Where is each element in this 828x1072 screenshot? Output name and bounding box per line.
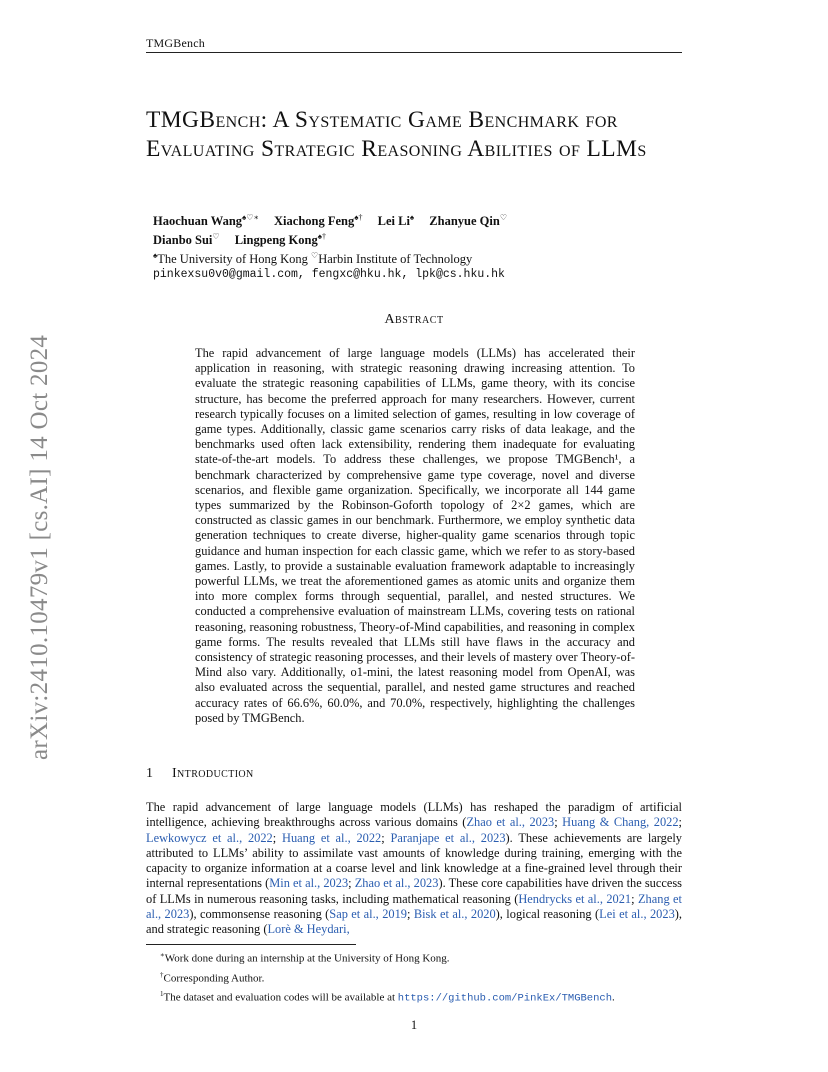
author-name: Zhanyue Qin	[429, 214, 500, 229]
footnote-text: The dataset and evaluation codes will be available at	[163, 991, 398, 1004]
footnote	[160, 967, 690, 987]
intro-seg: ), commonsense reasoning (	[189, 907, 330, 922]
author-marks: ♡	[212, 232, 220, 242]
affiliation: The University of Hong Kong	[157, 252, 308, 267]
abstract-text: The rapid advancement of large language models (LLMs) has accelerated their application in reasoning, with strategic reasoning drawing increasing attention. To evaluate the strategic reasoning capabilities of LLMs, game theory, with its concise structure, has become the preferred approach for many researchers. However, current research typically focuses on a limited selection of games, resulting in low coverage of game types. Additionally, classic game scenarios carry risks of data leakage, and the benchmarks used often lack extensibility, rendering them inadequate for evaluating state-of-the-art models. To address these challenges, we propose TMGBench¹, a benchmark characterized by comprehensive game type coverage, novel and diverse scenarios, and flexible game organization. Specifically, we incorporate all 144 game types summarized by the Robinson-Goforth topology of 2×2 games, which are constructed as classic games in our benchmark. Furthermore, we employ synthetic data generation techniques to create diverse, higher-quality game scenarios through topic guidance and human inspection for each classic game, which we refer to as story-based games. Lastly, to provide a sustainable evaluation framework adaptable to increasingly powerful LLMs, we treat the aforementioned games as atomic units and organize them into more complex forms through sequential, parallel, and nested structures. We conducted a comprehensive evaluation of mainstream LLMs, covering tests on rational reasoning, reasoning robustness, Theory-of-Mind capabilities, and reasoning in complex game forms. The results revealed that LLMs still have flaws in the accuracy and consistency of strategic reasoning processes, and their levels of mastery over Theory-of-Mind also vary. Additionally, o1-mini, the latest reasoning model from OpenAI, was also evaluated across the sequential, parallel, and nested game structures and reached accuracy rates of 66.6%, 60.0%, and 70.0%, respectively, highlighting the challenges posed by TMGBench.	[195, 346, 635, 725]
intro-seg: ). These achievements are largely attributed to LLMs’ ability to assimilate vast amounts of knowledge during training, emerging with the capacity to organize information at a coarse level and link knowledge at a fine-grained level through their internal representations (	[146, 830, 682, 891]
author-name: Xiachong Feng	[274, 214, 355, 229]
footnote-text: Work done during an internship at the University of Hong Kong.	[164, 952, 450, 965]
citation-link[interactable]: Sap et al., 2019	[329, 907, 407, 922]
citation-link[interactable]: Min et al., 2023	[269, 876, 349, 891]
author-block	[153, 210, 693, 282]
intro-seg: ). These core capabilities have driven the success of LLMs in numerous reasoning tasks, including mathematical reasoning (	[146, 876, 683, 906]
footnote-mark: ∗	[160, 951, 165, 959]
author-marks: ♠	[409, 213, 415, 222]
paper-title: TMGBench: A Systematic Game Benchmark for Evaluating Strategic Reasoning Abilities of LLMs	[146, 107, 647, 162]
footnote-text: .	[612, 991, 615, 1004]
citation-link[interactable]: Zhao et al., 2023	[466, 815, 555, 830]
intro-seg: ;	[406, 907, 414, 922]
author-name: Lingpeng Kong	[234, 233, 318, 248]
author-name: Lei Li	[377, 214, 410, 229]
page-number: 1	[410, 1018, 418, 1032]
repository-link[interactable]: https://github.com/PinkEx/TMGBench	[397, 992, 613, 1005]
author-marks: ♠†	[354, 213, 363, 222]
affiliation-mark: ♠	[153, 251, 158, 261]
arxiv-stamp: arXiv:2410.10479v1 [cs.AI] 14 Oct 2024	[26, 334, 53, 760]
citation-link[interactable]: Huang & Chang, 2022	[562, 815, 679, 830]
header-rule	[146, 52, 682, 53]
section-number: 1	[146, 766, 154, 781]
citation-link[interactable]: Lewkowycz et al., 2022	[146, 830, 273, 845]
section-heading	[146, 766, 254, 782]
footnotes	[160, 947, 690, 1007]
affiliations	[153, 248, 693, 267]
author-marks: ♠♡∗	[242, 213, 259, 222]
intro-seg: ;	[554, 815, 563, 830]
citation-link[interactable]: Bisk et al., 2020	[413, 907, 496, 922]
intro-seg: ;	[348, 876, 355, 891]
footnote	[160, 947, 690, 967]
introduction-paragraph	[146, 800, 682, 938]
footnote	[160, 986, 690, 1007]
intro-seg: ;	[631, 891, 638, 906]
intro-seg: The rapid advancement of large language models (LLMs) has reshaped the paradigm of artificial intelligence, achieving breakthroughs across various domains (	[146, 800, 682, 830]
intro-seg: ;	[272, 830, 282, 845]
author-marks: ♡	[499, 213, 507, 222]
author-emails: pinkexsu0v0@gmail.com, fengxc@hku.hk, lpk@cs.hku.hk	[153, 268, 505, 282]
author-line-1	[153, 210, 693, 229]
affiliation: Harbin Institute of Technology	[318, 252, 473, 267]
affiliation-mark: ♡	[311, 251, 319, 261]
citation-link[interactable]: Lorè & Heydari,	[267, 922, 350, 937]
author-line-2	[153, 229, 693, 248]
section-title: Introduction	[172, 766, 254, 781]
citation-link[interactable]: Zhang et al., 2023	[146, 891, 682, 922]
citation-link[interactable]: Hendrycks et al., 2021	[518, 891, 632, 906]
author-name: Haochuan Wang	[153, 214, 243, 229]
intro-seg: ), logical reasoning (	[495, 907, 600, 922]
footnote-rule	[146, 944, 356, 945]
citation-link[interactable]: Huang et al., 2022	[282, 830, 382, 845]
footnote-mark: 1	[160, 990, 164, 999]
abstract-heading: Abstract	[384, 312, 444, 327]
citation-link[interactable]: Zhao et al., 2023	[354, 876, 439, 891]
author-name: Dianbo Sui	[153, 233, 213, 248]
citation-link[interactable]: Paranjape et al., 2023	[390, 830, 506, 845]
citation-link[interactable]: Lei et al., 2023	[599, 907, 675, 922]
intro-seg: ;	[678, 815, 682, 830]
intro-seg: ;	[381, 830, 391, 845]
footnote-text: Corresponding Author.	[163, 972, 265, 985]
footnote-mark: †	[160, 970, 164, 979]
intro-seg: ), and strategic reasoning (	[146, 907, 682, 937]
author-marks: ♠†	[317, 232, 326, 242]
running-head: TMGBench	[146, 36, 205, 50]
